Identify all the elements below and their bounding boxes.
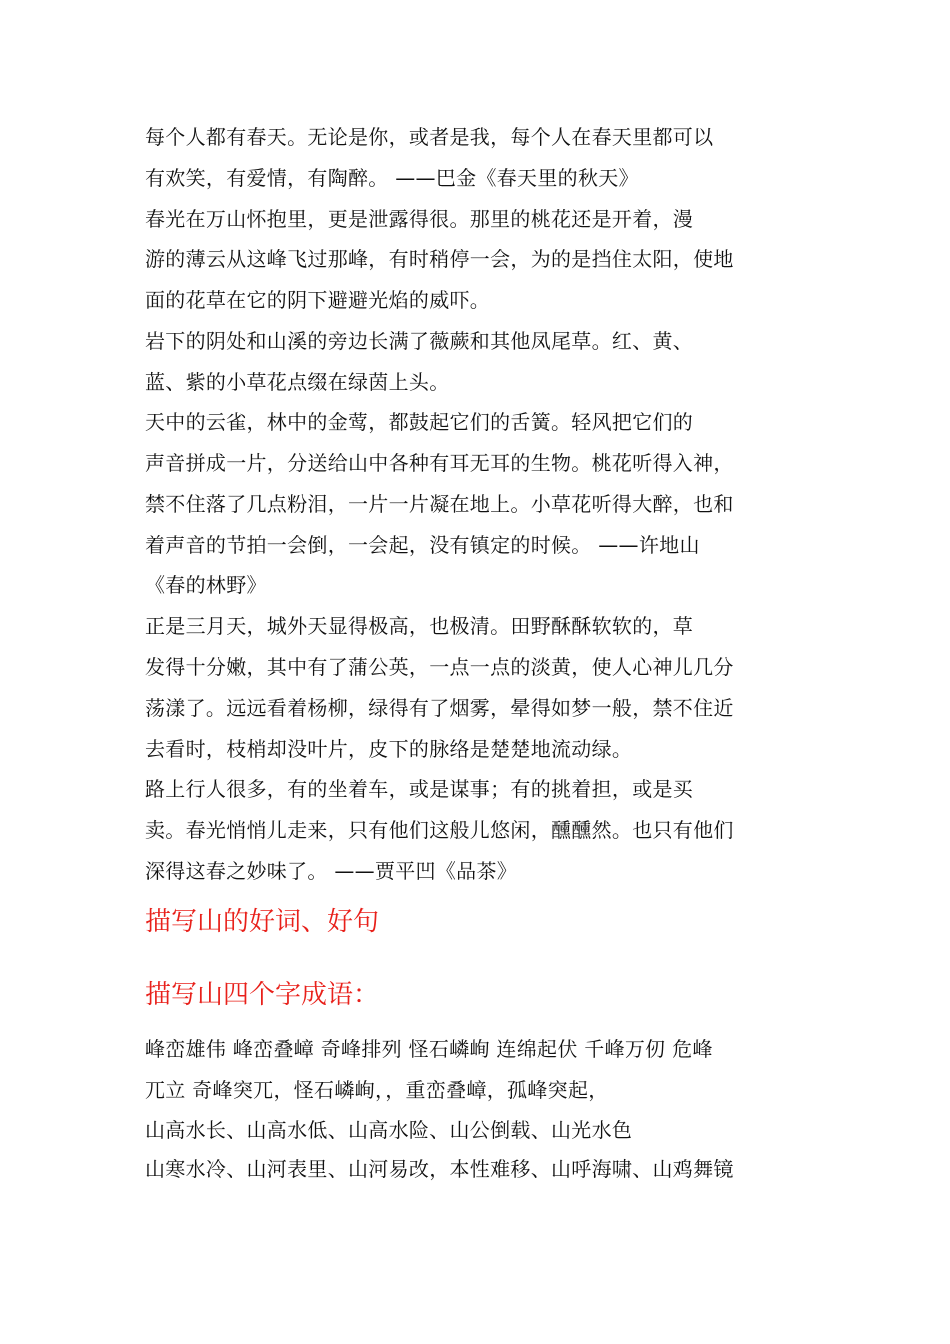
text-line: 《春的林野》 <box>145 573 267 597</box>
idiom-line: 山高水长、山高水低、山高水险、山公倒载、山光水色 <box>145 1118 633 1142</box>
text-line: 发得十分嫩，其中有了蒲公英，一点一点的淡黄，使人心神儿几分 <box>145 655 734 679</box>
text-line: 春光在万山怀抱里，更是泄露得很。那里的桃花还是开着，漫 <box>145 207 694 231</box>
idiom-line: 兀立 奇峰突兀，怪石嶙峋，，重峦叠嶂，孤峰突起， <box>145 1078 609 1102</box>
text-line: 游的薄云从这峰飞过那峰，有时稍停一会，为的是挡住太阳，使地 <box>145 247 734 271</box>
idiom-line: 峰峦雄伟 峰峦叠嶂 奇峰排列 怪石嶙峋 连绵起伏 千峰万仞 危峰 <box>145 1037 713 1061</box>
text-line: 天中的云雀，林中的金莺，都鼓起它们的舌簧。轻风把它们的 <box>145 410 694 434</box>
section-heading: 描写山的好词、好句 <box>145 907 380 937</box>
text-line: 岩下的阴处和山溪的旁边长满了薇蕨和其他凤尾草。红、黄、 <box>145 329 694 353</box>
text-line: 面的花草在它的阴下避避光焰的威吓。 <box>145 288 491 312</box>
text-line: 正是三月天，城外天显得极高，也极清。田野酥酥软软的，草 <box>145 614 694 638</box>
text-line: 深得这春之妙味了。 ——贾平凹《品茶》 <box>145 859 518 883</box>
text-line: 路上行人很多，有的坐着车，或是谋事；有的挑着担，或是买 <box>145 777 694 801</box>
text-line: 卖。春光悄悄儿走来，只有他们这般儿悠闲，醺醺然。也只有他们 <box>145 818 734 842</box>
text-line: 有欢笑，有爱情，有陶醉。 ——巴金《春天里的秋天》 <box>145 166 639 190</box>
text-line: 声音拼成一片，分送给山中各种有耳无耳的生物。桃花听得入神， <box>145 451 734 475</box>
text-line: 禁不住落了几点粉泪，一片一片凝在地上。小草花听得大醉，也和 <box>145 492 734 516</box>
text-line: 荡漾了。远远看着杨柳，绿得有了烟雾，晕得如梦一般，禁不住近 <box>145 696 734 720</box>
text-line: 去看时，枝梢却没叶片，皮下的脉络是楚楚地流动绿。 <box>145 737 633 761</box>
text-line: 每个人都有春天。无论是你，或者是我，每个人在春天里都可以 <box>145 125 714 149</box>
text-line: 蓝、紫的小草花点缀在绿茵上头。 <box>145 370 450 394</box>
text-line: 着声音的节拍一会倒，一会起，没有镇定的时候。 ——许地山 <box>145 533 700 557</box>
section-heading: 描写山四个字成语： <box>145 980 380 1010</box>
idiom-line: 山寒水冷、山河表里、山河易改，本性难移、山呼海啸、山鸡舞镜 <box>145 1157 734 1181</box>
